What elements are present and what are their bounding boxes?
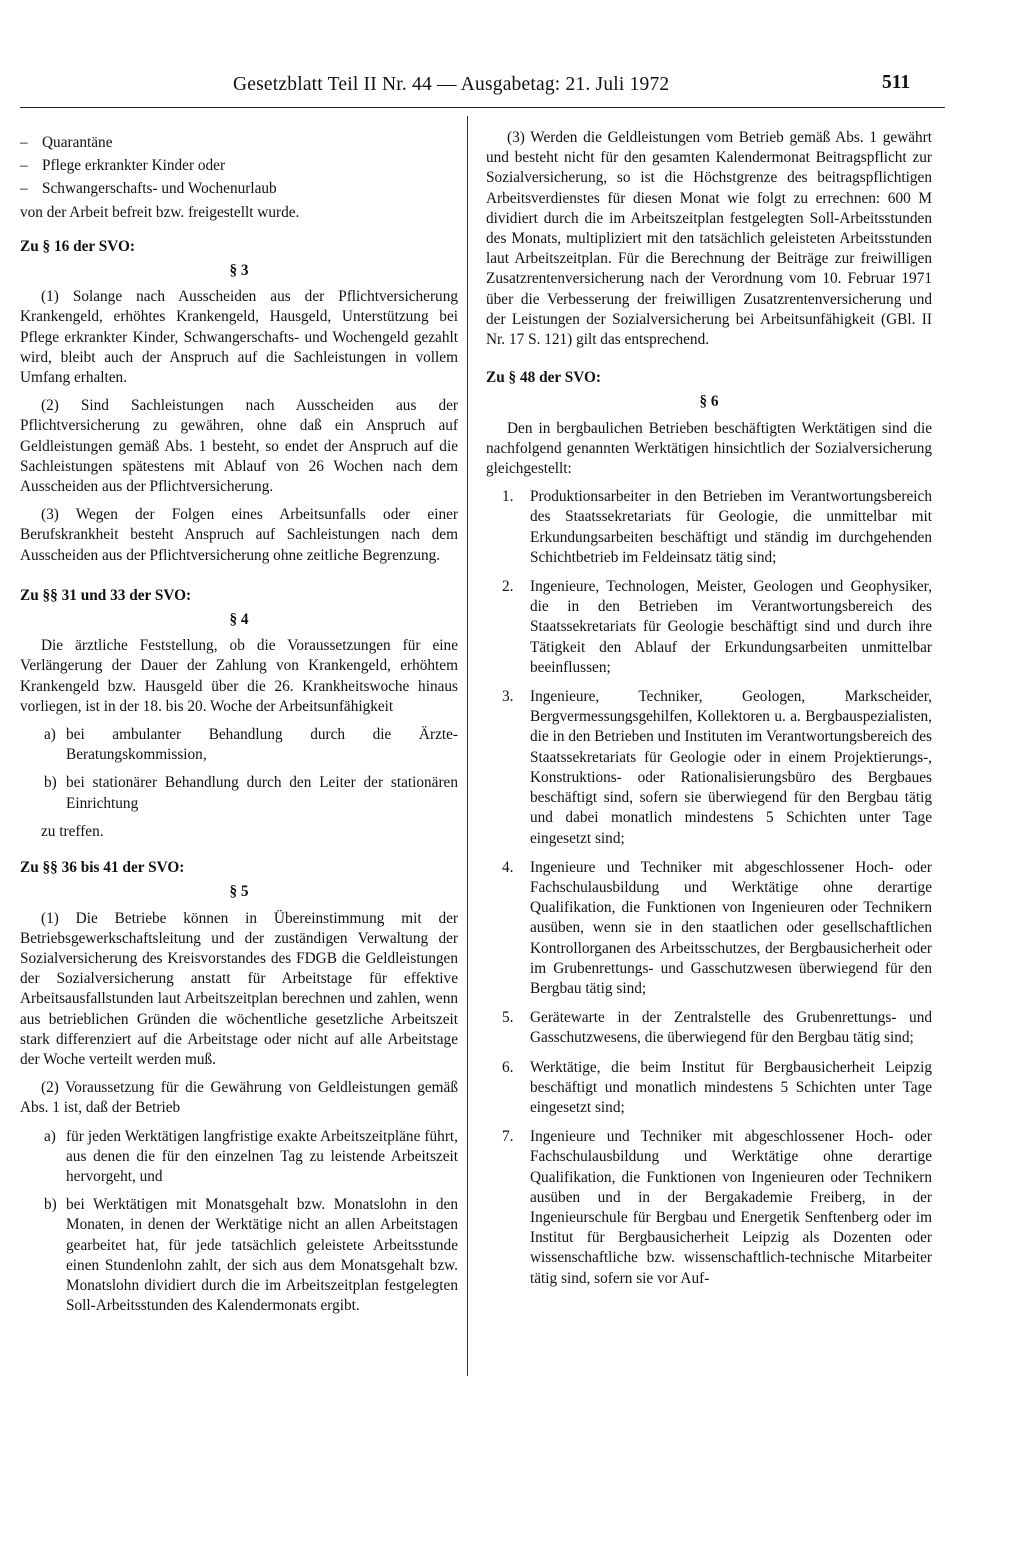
paragraph: (1) Solange nach Ausscheiden aus der Pflichtversicherung Krankengeld, erhöhtes Krankengeld, Hausgeld, Unterstützung bei Pflege erkrankter Kinder, Schwangerschafts- und Wochengeld gezahlt wird, bleibt auch der Anspruch auf die Sachleistungen in vollem Umfang erhalten. — [20, 288, 458, 387]
paragraph: zu treffen. — [41, 822, 104, 840]
paragraph: (2) Sind Sachleistungen nach Ausscheiden aus der Pflichtversicherung zu gewähren, ohne daß ein Anspruch auf Geldleistungen gemäß Abs. 1 besteht, so endet der Anspruch auf die Sachleistungen spätestens mit Ablauf von 26 Wochen nach dem Ausscheiden aus der Pflichtversicherung. — [20, 397, 458, 496]
list-marker: 2. — [502, 578, 514, 596]
list-item — [20, 773, 458, 813]
section-heading: Zu § 48 der SVO: — [486, 369, 602, 387]
header-rule — [20, 107, 945, 108]
section-heading: Zu § 16 der SVO: — [20, 237, 136, 255]
list-text: Gerätewarte in der Zentralstelle des Grubenrettungs- und Gasschutzwesens, die überwiegend für den Bergbau tätig sind; — [530, 1009, 932, 1047]
paragraph-number: § 5 — [229, 883, 249, 901]
list-text: bei ambulanter Behandlung durch die Ärzte-Beratungskommission, — [66, 726, 458, 764]
page-number: 511 — [882, 72, 911, 93]
left-column — [20, 133, 458, 1324]
dash-item: – Pflege erkrankter Kinder oder — [20, 156, 458, 176]
list-item — [486, 858, 932, 999]
section-heading: Zu §§ 31 und 33 der SVO: — [20, 586, 192, 604]
header-title: Gesetzblatt Teil II Nr. 44 — Ausgabetag: 21. Juli 1972 — [233, 74, 670, 95]
list-item — [486, 577, 932, 678]
list-text: bei Werktätigen mit Monatsgehalt bzw. Monatslohn in den Monaten, in denen der Werktätige nicht an allen Arbeitstagen gearbeitet hat, für jede tatsächlich geleistete Arbeitsstunde einen Stundenlohn zahlt, der sich aus dem Monatsgehalt bzw. Monatslohn dividiert durch die im Arbeitszeitplan festgelegten Soll-Arbeitsstunden des Kalendermonats ergibt. — [66, 1196, 458, 1315]
list-marker: b) — [44, 1196, 57, 1214]
list-item — [20, 1127, 458, 1188]
dash-item: – Quarantäne — [20, 133, 458, 153]
list-marker: 4. — [502, 858, 514, 876]
list-item — [486, 1127, 932, 1289]
list-item — [486, 1058, 932, 1119]
list-item — [20, 1195, 458, 1316]
right-column — [486, 128, 932, 1298]
list-text: bei stationärer Behandlung durch den Leiter der stationären Einrichtung — [66, 774, 458, 812]
list-marker: 7. — [502, 1128, 514, 1146]
list-marker: a) — [44, 1127, 56, 1145]
list-marker: 5. — [502, 1009, 514, 1027]
list-marker: 6. — [502, 1058, 514, 1076]
list-text: Ingenieure, Techniker, Geologen, Markscheider, Bergvermessungsgehilfen, Kollektoren u. a. Bergbauspezialisten, die in den Betrieben und Instituten im Verantwortungsbereich des Staatssekretariats für Geologie oder in einem Projektierungs-, Konstruktions- oder Rationalisierungsbüro des Bergbaues beschäftigt sind, sofern sie überwiegend für den Bergbau tätig und dabei monatlich mindestens 5 Schichten unter Tage eingesetzt sind; — [530, 688, 932, 847]
paragraph: (3) Wegen der Folgen eines Arbeitsunfalls oder einer Berufskrankheit besteht Anspruch auf Sachleistungen nach dem Ausscheiden aus der Pflichtversicherung ohne zeitliche Begrenzung. — [20, 506, 458, 564]
list-item — [20, 725, 458, 765]
list-text: für jeden Werktätigen langfristige exakte Arbeitszeitpläne führt, aus denen die für den einzelnen Tag zu leistende Arbeitszeit hervorgeht, und — [66, 1127, 458, 1185]
list-text: Produktionsarbeiter in den Betrieben im Verantwortungsbereich des Staatssekretariats für Geologie, die unmittelbar mit Erkundungsarbeiten beschäftigt und ständig im durchgehenden Schichtbetrieb im Feldeinsatz tätig sind; — [530, 488, 932, 566]
paragraph: von der Arbeit befreit bzw. freigestellt wurde. — [20, 203, 300, 221]
paragraph: Den in bergbaulichen Betrieben beschäftigten Werktätigen sind die nachfolgend genannten Werktätigen hinsichtlich der Sozialversicherung gleichgestellt: — [486, 419, 932, 478]
list-marker: 1. — [502, 488, 514, 506]
list-item — [486, 1008, 932, 1048]
paragraph-number: § 4 — [229, 611, 249, 629]
paragraph: Die ärztliche Feststellung, ob die Voraussetzungen für eine Verlängerung der Dauer der Zahlung von Krankengeld, erhöhtem Krankengeld bzw. Hausgeld über die 26. Krankheitswoche hinaus vorliegen, ist in der 18. bis 20. Woche der Arbeitsunfähigkeit — [20, 637, 458, 715]
list-item — [486, 487, 932, 568]
list-text: Ingenieure und Techniker mit abgeschlossener Hoch- oder Fachschulausbildung und Werktätige ohne derartige Qualifikation, die Funktionen von Ingenieuren oder Technikern ausüben, wenn sie in den staatlichen oder gesellschaftlichen Kontrollorganen des Arbeitsschutzes, der Bergbausicherheit oder im Grubenrettungs- und Gasschutzwesen überwiegend für den Bergbau tätig sind; — [530, 858, 932, 997]
paragraph-number: § 6 — [699, 393, 719, 411]
paragraph: (3) Werden die Geldleistungen vom Betrieb gemäß Abs. 1 gewährt und besteht nicht für den gesamten Kalendermonat Beitragspflicht zur Sozialversicherung, so ist die Höchstgrenze des beitragspflichtigen Arbeitsverdienstes für diesen Monat wie folgt zu errechnen: 600 M dividiert durch die im Arbeitszeitplan festgelegten Soll-Arbeitsstunden des Monats, multipliziert mit den tatsächlich geleisteten Arbeitsstunden laut Arbeitszeitplan. Für die Berechnung der Beiträge zur freiwilligen Zusatzrentenversicherung nach der Verordnung vom 10. Februar 1971 über die Verbesserung der freiwilligen Zusatzrentenversicherung und der Leistungen der Sozialversicherung bei Arbeitsunfähigkeit (GBl. II Nr. 17 S. 121) gilt das entsprechend. — [486, 129, 932, 349]
paragraph: (1) Die Betriebe können in Übereinstimmung mit der Betriebsgewerkschaftsleitung und der zuständigen Verwaltung der Sozialversicherung des Kreisvorstandes des FDGB die Geldleistungen der Sozialversicherung anstatt für Arbeitstage für effektive Arbeitsausfallstunden laut Arbeitszeitplan berechnen und zahlen, wenn aus betrieblichen Gründen die wöchentliche gesetzliche Arbeitszeit stark differenziert auf die Arbeitstage oder nicht auf alle Arbeitstage der Woche verteilt werden muß. — [20, 909, 458, 1068]
list-text: Ingenieure und Techniker mit abgeschlossener Hoch- oder Fachschulausbildung und Werktätige ohne derartige Qualifikation, die Funktionen von Ingenieuren oder Technikern ausüben und in der Bergakademie Freiberg, in der Ingenieurschule für Bergbau und Energetik Senftenberg oder im Institut für Bergbausicherheit Leipzig als Dozenten oder wissenschaftliche bzw. wissenschaftlich-technische Mitarbeiter tätig sind, sofern sie vor Auf- — [530, 1128, 932, 1287]
list-marker: a) — [44, 726, 56, 744]
paragraph-number: § 3 — [229, 262, 249, 280]
list-text: Ingenieure, Technologen, Meister, Geologen und Geophysiker, die in den Betrieben im Verantwortungsbereich des Staatssekretariats für Geologie beschäftigt sind und durch ihre Tätigkeit den Ablauf der Erkundungsarbeiten unmittelbar beeinflussen; — [530, 578, 932, 676]
dash-item: – Schwangerschafts- und Wochenurlaub — [20, 179, 458, 199]
paragraph: (2) Voraussetzung für die Gewährung von Geldleistungen gemäß Abs. 1 ist, daß der Betrieb — [20, 1079, 458, 1117]
list-marker: b) — [44, 774, 57, 792]
list-text: Werktätige, die beim Institut für Bergbausicherheit Leipzig beschäftigt und monatlich mindestens 5 Schichten unter Tage eingesetzt sind; — [530, 1058, 932, 1116]
column-divider — [467, 116, 468, 1376]
page-header — [0, 74, 1024, 104]
list-marker: 3. — [502, 688, 514, 706]
list-item — [486, 687, 932, 849]
section-heading: Zu §§ 36 bis 41 der SVO: — [20, 859, 185, 877]
